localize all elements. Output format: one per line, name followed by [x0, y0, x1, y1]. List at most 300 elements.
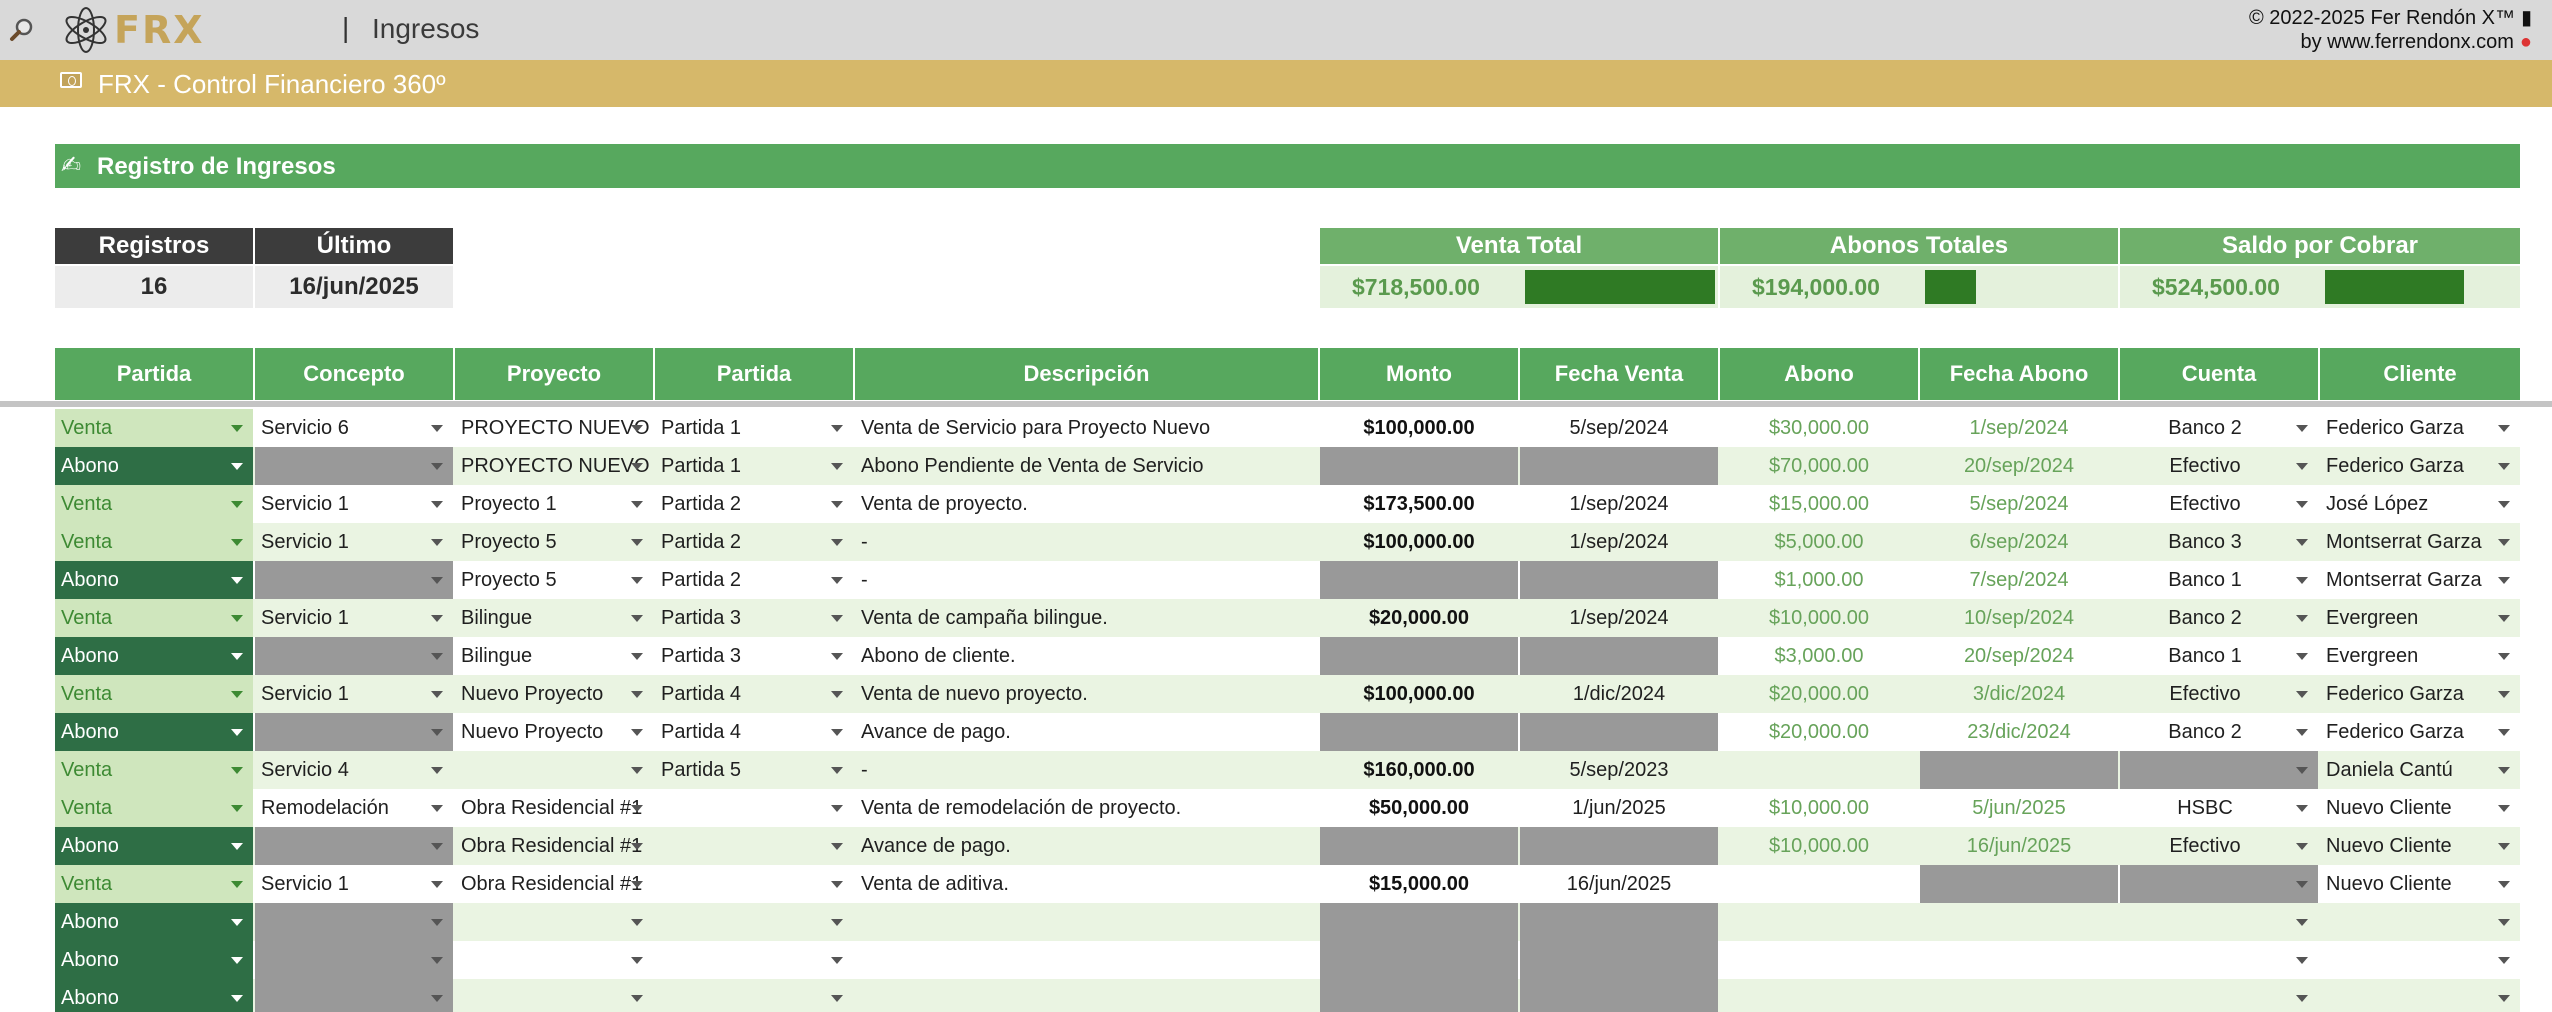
dropdown-arrow-icon[interactable] [431, 523, 443, 561]
cell-tipo[interactable] [55, 561, 253, 599]
search-icon[interactable] [8, 16, 36, 44]
cell-cliente[interactable] [2320, 485, 2520, 523]
cell-descripcion[interactable] [855, 523, 1318, 561]
dropdown-arrow-icon[interactable] [631, 713, 643, 751]
dropdown-arrow-icon[interactable] [231, 865, 243, 903]
column-header-fecha-venta[interactable]: Fecha Venta [1520, 348, 1718, 400]
table-row[interactable] [55, 713, 2520, 751]
cell-abono[interactable] [1720, 561, 1918, 599]
cell-cuenta[interactable] [2120, 713, 2318, 751]
dropdown-arrow-icon[interactable] [231, 409, 243, 447]
cell-monto[interactable] [1320, 713, 1518, 751]
cell-proyecto[interactable] [455, 789, 653, 827]
column-header-fecha-abono[interactable]: Fecha Abono [1920, 348, 2118, 400]
dropdown-arrow-icon[interactable] [2498, 827, 2510, 865]
cell-cuenta[interactable] [2120, 675, 2318, 713]
cell-descripcion[interactable] [855, 637, 1318, 675]
dropdown-arrow-icon[interactable] [2498, 675, 2510, 713]
cell-cuenta[interactable] [2120, 637, 2318, 675]
cell-abono[interactable] [1720, 903, 1918, 941]
dropdown-arrow-icon[interactable] [431, 675, 443, 713]
cell-cliente[interactable] [2320, 751, 2520, 789]
cell-fecha-venta[interactable] [1520, 675, 1718, 713]
dropdown-arrow-icon[interactable] [231, 941, 243, 979]
dropdown-arrow-icon[interactable] [2498, 409, 2510, 447]
cell-abono[interactable] [1720, 523, 1918, 561]
dropdown-arrow-icon[interactable] [831, 675, 843, 713]
cell-cliente[interactable] [2320, 941, 2520, 979]
cell-descripcion[interactable] [855, 903, 1318, 941]
dropdown-arrow-icon[interactable] [631, 485, 643, 523]
cell-concepto[interactable] [255, 789, 453, 827]
cell-cuenta[interactable] [2120, 865, 2318, 903]
dropdown-arrow-icon[interactable] [831, 979, 843, 1012]
cell-partida[interactable] [655, 409, 853, 447]
cell-cuenta[interactable] [2120, 941, 2318, 979]
cell-fecha-abono[interactable] [1920, 599, 2118, 637]
cell-fecha-venta[interactable] [1520, 447, 1718, 485]
cell-cuenta[interactable] [2120, 561, 2318, 599]
cell-cuenta[interactable] [2120, 523, 2318, 561]
dropdown-arrow-icon[interactable] [2296, 827, 2308, 865]
cell-fecha-abono[interactable] [1920, 979, 2118, 1012]
dropdown-arrow-icon[interactable] [831, 789, 843, 827]
cell-tipo[interactable] [55, 523, 253, 561]
cell-cliente[interactable] [2320, 865, 2520, 903]
cell-monto[interactable] [1320, 523, 1518, 561]
cell-fecha-venta[interactable] [1520, 865, 1718, 903]
dropdown-arrow-icon[interactable] [2498, 751, 2510, 789]
cell-concepto[interactable] [255, 485, 453, 523]
dropdown-arrow-icon[interactable] [831, 713, 843, 751]
cell-fecha-venta[interactable] [1520, 827, 1718, 865]
dropdown-arrow-icon[interactable] [631, 941, 643, 979]
cell-descripcion[interactable] [855, 675, 1318, 713]
freeze-divider[interactable] [0, 401, 2552, 407]
dropdown-arrow-icon[interactable] [431, 713, 443, 751]
cell-fecha-venta[interactable] [1520, 903, 1718, 941]
table-row[interactable] [55, 751, 2520, 789]
cell-descripcion[interactable] [855, 447, 1318, 485]
dropdown-arrow-icon[interactable] [831, 409, 843, 447]
dropdown-arrow-icon[interactable] [2498, 789, 2510, 827]
dropdown-arrow-icon[interactable] [231, 561, 243, 599]
cell-partida[interactable] [655, 751, 853, 789]
cell-tipo[interactable] [55, 675, 253, 713]
dropdown-arrow-icon[interactable] [2296, 789, 2308, 827]
cell-abono[interactable] [1720, 865, 1918, 903]
cell-monto[interactable] [1320, 979, 1518, 1012]
cell-partida[interactable] [655, 827, 853, 865]
cell-partida[interactable] [655, 485, 853, 523]
cell-fecha-abono[interactable] [1920, 827, 2118, 865]
cell-monto[interactable] [1320, 865, 1518, 903]
column-header-descripcion[interactable]: Descripción [855, 348, 1318, 400]
cell-abono[interactable] [1720, 447, 1918, 485]
cell-cliente[interactable] [2320, 523, 2520, 561]
dropdown-arrow-icon[interactable] [431, 827, 443, 865]
cell-fecha-venta[interactable] [1520, 713, 1718, 751]
table-row[interactable] [55, 599, 2520, 637]
cell-fecha-venta[interactable] [1520, 979, 1718, 1012]
cell-descripcion[interactable] [855, 561, 1318, 599]
cell-fecha-abono[interactable] [1920, 713, 2118, 751]
cell-fecha-venta[interactable] [1520, 409, 1718, 447]
cell-fecha-venta[interactable] [1520, 485, 1718, 523]
dropdown-arrow-icon[interactable] [831, 827, 843, 865]
cell-cliente[interactable] [2320, 789, 2520, 827]
dropdown-arrow-icon[interactable] [431, 409, 443, 447]
dropdown-arrow-icon[interactable] [831, 485, 843, 523]
cell-abono[interactable] [1720, 751, 1918, 789]
cell-monto[interactable] [1320, 485, 1518, 523]
cell-partida[interactable] [655, 865, 853, 903]
table-row[interactable] [55, 409, 2520, 447]
cell-cliente[interactable] [2320, 713, 2520, 751]
dropdown-arrow-icon[interactable] [631, 751, 643, 789]
cell-concepto[interactable] [255, 713, 453, 751]
dropdown-arrow-icon[interactable] [631, 561, 643, 599]
cell-partida[interactable] [655, 447, 853, 485]
cell-descripcion[interactable] [855, 599, 1318, 637]
cell-monto[interactable] [1320, 789, 1518, 827]
dropdown-arrow-icon[interactable] [2296, 485, 2308, 523]
dropdown-arrow-icon[interactable] [231, 447, 243, 485]
cell-fecha-abono[interactable] [1920, 561, 2118, 599]
cell-concepto[interactable] [255, 979, 453, 1012]
cell-cliente[interactable] [2320, 637, 2520, 675]
cell-tipo[interactable] [55, 751, 253, 789]
cell-descripcion[interactable] [855, 751, 1318, 789]
cell-monto[interactable] [1320, 561, 1518, 599]
cell-concepto[interactable] [255, 941, 453, 979]
cell-concepto[interactable] [255, 865, 453, 903]
cell-monto[interactable] [1320, 941, 1518, 979]
table-row[interactable] [55, 865, 2520, 903]
cell-fecha-venta[interactable] [1520, 523, 1718, 561]
cell-concepto[interactable] [255, 599, 453, 637]
table-row[interactable] [55, 447, 2520, 485]
cell-fecha-venta[interactable] [1520, 789, 1718, 827]
dropdown-arrow-icon[interactable] [2296, 865, 2308, 903]
dropdown-arrow-icon[interactable] [2296, 903, 2308, 941]
dropdown-arrow-icon[interactable] [2296, 561, 2308, 599]
cell-tipo[interactable] [55, 637, 253, 675]
dropdown-arrow-icon[interactable] [431, 979, 443, 1012]
cell-cuenta[interactable] [2120, 599, 2318, 637]
cell-proyecto[interactable] [455, 523, 653, 561]
dropdown-arrow-icon[interactable] [2498, 447, 2510, 485]
dropdown-arrow-icon[interactable] [2498, 941, 2510, 979]
cell-tipo[interactable] [55, 409, 253, 447]
cell-proyecto[interactable] [455, 713, 653, 751]
dropdown-arrow-icon[interactable] [631, 865, 643, 903]
cell-descripcion[interactable] [855, 827, 1318, 865]
cell-cuenta[interactable] [2120, 485, 2318, 523]
cell-tipo[interactable] [55, 903, 253, 941]
cell-descripcion[interactable] [855, 485, 1318, 523]
cell-concepto[interactable] [255, 523, 453, 561]
dropdown-arrow-icon[interactable] [231, 599, 243, 637]
cell-proyecto[interactable] [455, 447, 653, 485]
dropdown-arrow-icon[interactable] [2498, 523, 2510, 561]
cell-partida[interactable] [655, 599, 853, 637]
cell-cliente[interactable] [2320, 675, 2520, 713]
cell-tipo[interactable] [55, 599, 253, 637]
cell-abono[interactable] [1720, 599, 1918, 637]
cell-tipo[interactable] [55, 827, 253, 865]
dropdown-arrow-icon[interactable] [431, 485, 443, 523]
dropdown-arrow-icon[interactable] [631, 903, 643, 941]
cell-abono[interactable] [1720, 827, 1918, 865]
cell-abono[interactable] [1720, 979, 1918, 1012]
table-row[interactable] [55, 903, 2520, 941]
cell-abono[interactable] [1720, 409, 1918, 447]
cell-cliente[interactable] [2320, 827, 2520, 865]
cell-proyecto[interactable] [455, 941, 653, 979]
dropdown-arrow-icon[interactable] [2498, 713, 2510, 751]
cell-abono[interactable] [1720, 675, 1918, 713]
cell-abono[interactable] [1720, 713, 1918, 751]
dropdown-arrow-icon[interactable] [431, 903, 443, 941]
dropdown-arrow-icon[interactable] [2296, 447, 2308, 485]
cell-fecha-abono[interactable] [1920, 523, 2118, 561]
cell-tipo[interactable] [55, 713, 253, 751]
table-row[interactable] [55, 637, 2520, 675]
dropdown-arrow-icon[interactable] [431, 865, 443, 903]
table-row[interactable] [55, 485, 2520, 523]
column-header-abono[interactable]: Abono [1720, 348, 1918, 400]
dropdown-arrow-icon[interactable] [231, 903, 243, 941]
cell-proyecto[interactable] [455, 485, 653, 523]
dropdown-arrow-icon[interactable] [631, 789, 643, 827]
dropdown-arrow-icon[interactable] [2498, 561, 2510, 599]
cell-fecha-venta[interactable] [1520, 637, 1718, 675]
dropdown-arrow-icon[interactable] [631, 675, 643, 713]
dropdown-arrow-icon[interactable] [231, 713, 243, 751]
cell-fecha-abono[interactable] [1920, 409, 2118, 447]
table-row[interactable] [55, 561, 2520, 599]
dropdown-arrow-icon[interactable] [2296, 523, 2308, 561]
dropdown-arrow-icon[interactable] [431, 447, 443, 485]
cell-descripcion[interactable] [855, 409, 1318, 447]
column-header-proyecto[interactable]: Proyecto [455, 348, 653, 400]
cell-concepto[interactable] [255, 827, 453, 865]
cell-proyecto[interactable] [455, 409, 653, 447]
cell-cuenta[interactable] [2120, 447, 2318, 485]
column-header-partida[interactable]: Partida [655, 348, 853, 400]
dropdown-arrow-icon[interactable] [231, 979, 243, 1012]
cell-monto[interactable] [1320, 827, 1518, 865]
dropdown-arrow-icon[interactable] [2296, 409, 2308, 447]
cell-descripcion[interactable] [855, 941, 1318, 979]
column-header-cliente[interactable]: Cliente [2320, 348, 2520, 400]
cell-tipo[interactable] [55, 979, 253, 1012]
cell-monto[interactable] [1320, 637, 1518, 675]
cell-partida[interactable] [655, 789, 853, 827]
dropdown-arrow-icon[interactable] [2296, 751, 2308, 789]
cell-fecha-abono[interactable] [1920, 637, 2118, 675]
cell-partida[interactable] [655, 637, 853, 675]
cell-proyecto[interactable] [455, 599, 653, 637]
dropdown-arrow-icon[interactable] [431, 941, 443, 979]
cell-fecha-abono[interactable] [1920, 903, 2118, 941]
dropdown-arrow-icon[interactable] [831, 941, 843, 979]
cell-abono[interactable] [1720, 637, 1918, 675]
dropdown-arrow-icon[interactable] [431, 561, 443, 599]
cell-descripcion[interactable] [855, 713, 1318, 751]
dropdown-arrow-icon[interactable] [2296, 599, 2308, 637]
cell-proyecto[interactable] [455, 979, 653, 1012]
column-header-monto[interactable]: Monto [1320, 348, 1518, 400]
cell-proyecto[interactable] [455, 827, 653, 865]
cell-tipo[interactable] [55, 865, 253, 903]
cell-cliente[interactable] [2320, 903, 2520, 941]
cell-concepto[interactable] [255, 447, 453, 485]
cell-partida[interactable] [655, 713, 853, 751]
column-header-concepto[interactable]: Concepto [255, 348, 453, 400]
cell-tipo[interactable] [55, 447, 253, 485]
dropdown-arrow-icon[interactable] [831, 903, 843, 941]
cell-cuenta[interactable] [2120, 751, 2318, 789]
dropdown-arrow-icon[interactable] [631, 637, 643, 675]
cell-tipo[interactable] [55, 485, 253, 523]
dropdown-arrow-icon[interactable] [2498, 485, 2510, 523]
dropdown-arrow-icon[interactable] [631, 447, 643, 485]
cell-descripcion[interactable] [855, 789, 1318, 827]
dropdown-arrow-icon[interactable] [831, 865, 843, 903]
table-row[interactable] [55, 523, 2520, 561]
cell-fecha-venta[interactable] [1520, 751, 1718, 789]
cell-fecha-abono[interactable] [1920, 751, 2118, 789]
dropdown-arrow-icon[interactable] [231, 485, 243, 523]
cell-concepto[interactable] [255, 751, 453, 789]
dropdown-arrow-icon[interactable] [231, 827, 243, 865]
dropdown-arrow-icon[interactable] [2498, 599, 2510, 637]
dropdown-arrow-icon[interactable] [631, 827, 643, 865]
cell-descripcion[interactable] [855, 979, 1318, 1012]
cell-fecha-abono[interactable] [1920, 447, 2118, 485]
dropdown-arrow-icon[interactable] [2296, 979, 2308, 1012]
dropdown-arrow-icon[interactable] [2296, 637, 2308, 675]
cell-cliente[interactable] [2320, 561, 2520, 599]
table-row[interactable] [55, 789, 2520, 827]
dropdown-arrow-icon[interactable] [2498, 979, 2510, 1012]
cell-proyecto[interactable] [455, 675, 653, 713]
cell-partida[interactable] [655, 561, 853, 599]
cell-fecha-abono[interactable] [1920, 941, 2118, 979]
cell-proyecto[interactable] [455, 903, 653, 941]
cell-fecha-abono[interactable] [1920, 675, 2118, 713]
cell-cuenta[interactable] [2120, 409, 2318, 447]
dropdown-arrow-icon[interactable] [431, 751, 443, 789]
cell-cuenta[interactable] [2120, 827, 2318, 865]
dropdown-arrow-icon[interactable] [431, 599, 443, 637]
dropdown-arrow-icon[interactable] [2498, 865, 2510, 903]
dropdown-arrow-icon[interactable] [631, 409, 643, 447]
column-header-cuenta[interactable]: Cuenta [2120, 348, 2318, 400]
dropdown-arrow-icon[interactable] [631, 599, 643, 637]
dropdown-arrow-icon[interactable] [2296, 675, 2308, 713]
cell-monto[interactable] [1320, 409, 1518, 447]
dropdown-arrow-icon[interactable] [831, 637, 843, 675]
dropdown-arrow-icon[interactable] [431, 637, 443, 675]
cell-cuenta[interactable] [2120, 979, 2318, 1012]
dropdown-arrow-icon[interactable] [831, 447, 843, 485]
dropdown-arrow-icon[interactable] [231, 523, 243, 561]
cell-concepto[interactable] [255, 675, 453, 713]
cell-cuenta[interactable] [2120, 789, 2318, 827]
dropdown-arrow-icon[interactable] [2498, 903, 2510, 941]
cell-descripcion[interactable] [855, 865, 1318, 903]
dropdown-arrow-icon[interactable] [831, 523, 843, 561]
cell-monto[interactable] [1320, 447, 1518, 485]
cell-fecha-venta[interactable] [1520, 599, 1718, 637]
dropdown-arrow-icon[interactable] [2498, 637, 2510, 675]
table-row[interactable] [55, 675, 2520, 713]
cell-cliente[interactable] [2320, 599, 2520, 637]
cell-partida[interactable] [655, 903, 853, 941]
cell-concepto[interactable] [255, 637, 453, 675]
dropdown-arrow-icon[interactable] [2296, 713, 2308, 751]
cell-fecha-venta[interactable] [1520, 561, 1718, 599]
cell-concepto[interactable] [255, 903, 453, 941]
cell-monto[interactable] [1320, 675, 1518, 713]
cell-tipo[interactable] [55, 789, 253, 827]
cell-fecha-abono[interactable] [1920, 865, 2118, 903]
dropdown-arrow-icon[interactable] [231, 789, 243, 827]
cell-fecha-abono[interactable] [1920, 485, 2118, 523]
cell-cliente[interactable] [2320, 447, 2520, 485]
cell-partida[interactable] [655, 523, 853, 561]
cell-abono[interactable] [1720, 485, 1918, 523]
dropdown-arrow-icon[interactable] [631, 523, 643, 561]
dropdown-arrow-icon[interactable] [231, 675, 243, 713]
cell-proyecto[interactable] [455, 865, 653, 903]
cell-abono[interactable] [1720, 941, 1918, 979]
dropdown-arrow-icon[interactable] [2296, 941, 2308, 979]
cell-cuenta[interactable] [2120, 903, 2318, 941]
cell-partida[interactable] [655, 979, 853, 1012]
cell-monto[interactable] [1320, 751, 1518, 789]
cell-abono[interactable] [1720, 789, 1918, 827]
cell-partida[interactable] [655, 675, 853, 713]
cell-proyecto[interactable] [455, 637, 653, 675]
cell-proyecto[interactable] [455, 751, 653, 789]
website-text[interactable]: by www.ferrendonx.com [2300, 31, 2514, 53]
dropdown-arrow-icon[interactable] [231, 751, 243, 789]
column-header-tipo[interactable]: Partida [55, 348, 253, 400]
cell-tipo[interactable] [55, 941, 253, 979]
dropdown-arrow-icon[interactable] [831, 561, 843, 599]
cell-monto[interactable] [1320, 903, 1518, 941]
cell-partida[interactable] [655, 941, 853, 979]
table-row[interactable] [55, 979, 2520, 1012]
dropdown-arrow-icon[interactable] [831, 599, 843, 637]
dropdown-arrow-icon[interactable] [231, 637, 243, 675]
cell-concepto[interactable] [255, 561, 453, 599]
cell-proyecto[interactable] [455, 561, 653, 599]
table-row[interactable] [55, 941, 2520, 979]
dropdown-arrow-icon[interactable] [431, 789, 443, 827]
cell-cliente[interactable] [2320, 409, 2520, 447]
cell-fecha-venta[interactable] [1520, 941, 1718, 979]
table-row[interactable] [55, 827, 2520, 865]
cell-monto[interactable] [1320, 599, 1518, 637]
cell-fecha-abono[interactable] [1920, 789, 2118, 827]
dropdown-arrow-icon[interactable] [831, 751, 843, 789]
cell-concepto[interactable] [255, 409, 453, 447]
